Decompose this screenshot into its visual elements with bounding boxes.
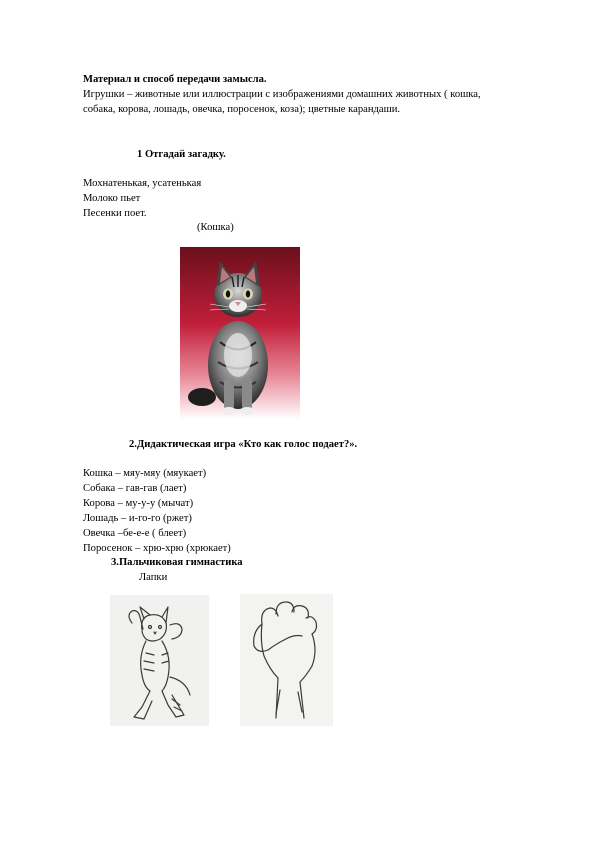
riddle-line-3: Песенки поет. (83, 208, 147, 219)
riddle-heading: 1 Отгадай загадку. (137, 149, 226, 160)
game-line-1: Кошка – мяу-мяу (мяукает) (83, 468, 207, 479)
game-heading: 2.Дидактическая игра «Кто как голос подает?». (129, 439, 358, 450)
riddle-line-1: Мохнатенькая, усатенькая (83, 178, 202, 189)
hand-sketch-illustration (240, 594, 333, 726)
kitten-photo (180, 247, 300, 419)
riddle-line-2: Молоко пьет (83, 193, 141, 204)
game-line-6: Поросенок – хрю-хрю (хрюкает) (83, 543, 231, 554)
cat-sketch-illustration (110, 595, 209, 726)
game-line-5: Овечка –бе-е-е ( блеет) (83, 528, 187, 539)
game-line-3: Корова – му-у-у (мычат) (83, 498, 194, 509)
riddle-answer: (Кошка) (197, 222, 234, 233)
material-line-1: Игрушки – животные или иллюстрации с изображениями домашних животных ( кошка, (83, 89, 481, 100)
material-heading: Материал и способ передачи замысла. (83, 74, 267, 85)
gymnastics-heading: 3.Пальчиковая гимнастика (111, 557, 243, 568)
game-line-2: Собака – гав-гав (лает) (83, 483, 187, 494)
game-line-4: Лошадь – и-го-го (ржет) (83, 513, 192, 524)
gymnastics-subheading: Лапки (139, 572, 168, 583)
material-line-2: собака, корова, лошадь, овечка, поросенок, коза); цветные карандаши. (83, 104, 401, 115)
